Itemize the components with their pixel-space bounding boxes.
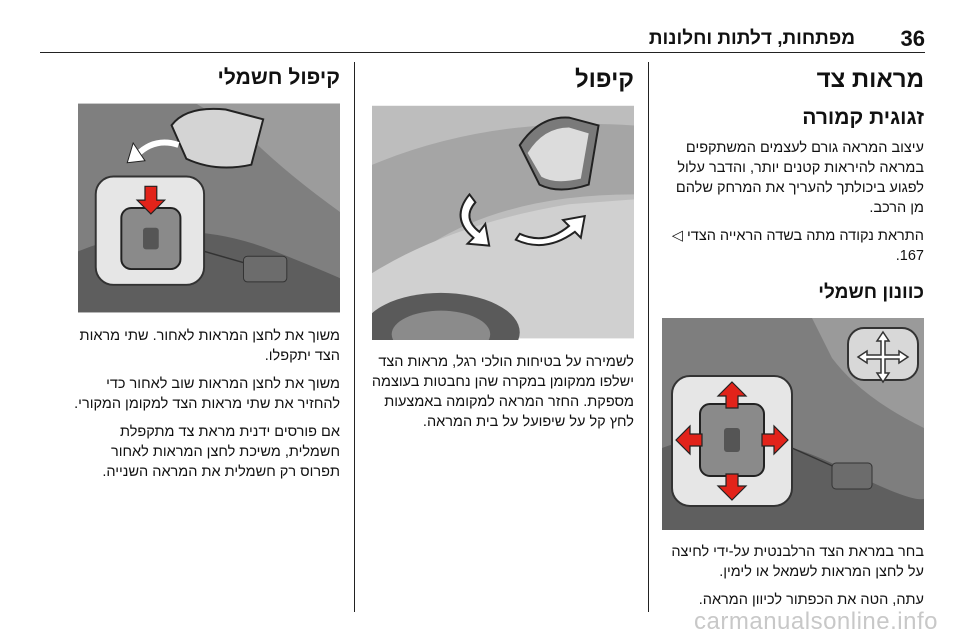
- subheading-convex: זגוגית קמורה: [802, 106, 924, 129]
- right-column: [662, 62, 924, 618]
- section-heading-side-mirrors: מראות צד: [816, 66, 924, 93]
- paragraph-electric-1: בחר במראת הצד הרלבנטית על-ידי לחיצה על לחצן המראות לשמאל או לימין.: [671, 544, 924, 580]
- figure-electric-fold: [78, 102, 340, 314]
- page-header: [40, 26, 925, 52]
- car-mirror-fold-illustration: [372, 104, 634, 340]
- page-number: 36: [900, 26, 925, 51]
- mirror-fold-button-illustration: [78, 102, 340, 314]
- page-reference-link[interactable]: ◁ 167.: [671, 228, 924, 264]
- paragraph-electric-fold-2: משוך את לחצן המראות שוב לאחור כדי להחזיר את שתי מראות הצד למקומן המקורי.: [74, 376, 340, 412]
- column-divider-left: [354, 62, 355, 612]
- header-rule: [40, 52, 925, 53]
- page-title: מפתחות, דלתות וחלונות: [648, 28, 855, 49]
- paragraph-electric-2: עתה, הטה את הכפתור לכיוון המראה.: [698, 592, 924, 608]
- figure-electric-adjust: [662, 318, 924, 530]
- paragraph-convex-2-text: התראת נקודה מתה בשדה הראייה הצדי: [682, 228, 924, 244]
- subheading-electric-adjust: כוונון חשמלי: [818, 282, 924, 303]
- mirror-control-illustration: [662, 318, 924, 530]
- figure-manual-fold: [372, 104, 634, 340]
- paragraph-convex-1: עיצוב המראה גורם לעצמים המשתקפים במראה להיראות קטנים יותר, והדבר עלול לפגוע ביכולתך להעריך את המרחק שלהם מן הרכב.: [675, 140, 924, 216]
- left-column: [74, 62, 340, 490]
- paragraph-convex-2: [662, 226, 924, 266]
- watermark: carmanualsonline.info: [694, 608, 938, 635]
- section-heading-electric-fold: קיפול חשמלי: [217, 66, 340, 89]
- paragraph-electric-fold-1: משוך את לחצן המראות לאחור. שתי מראות הצד יתקפלו.: [79, 328, 340, 364]
- middle-column: [368, 62, 634, 440]
- paragraph-fold: לשמירה על בטיחות הולכי רגל, מראות הצד ישלפו ממקומן במקרה שהן נחבטות בעוצמה מספקת. החזר המראה למקומה באמצעות לחץ קל על שיפועל על בית המראה.: [371, 354, 634, 430]
- column-divider-right: [648, 62, 649, 612]
- paragraph-electric-fold-3: אם פורסים ידנית מראת צד מתקפלת חשמלית, משיכת לחצן המראות לאחור תפרוס רק חשמלית את המראה השנייה.: [102, 424, 340, 480]
- section-heading-folding: קיפול: [574, 66, 634, 93]
